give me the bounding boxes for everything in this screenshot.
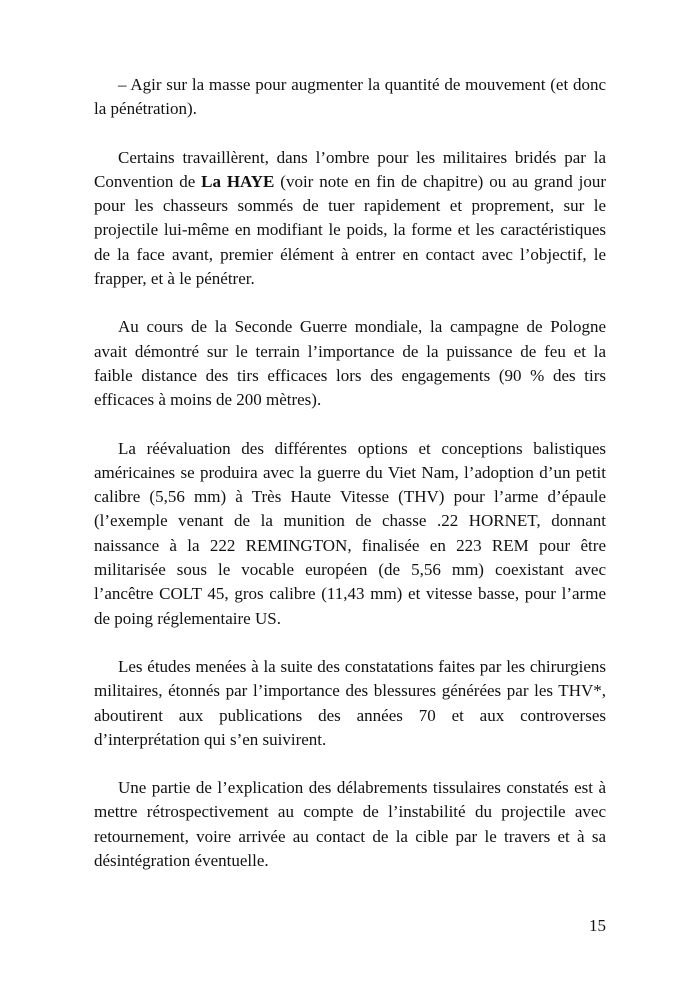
paragraph-5: Les études menées à la suite des constatations faites par les chirurgiens militaires, étonnés par l’importance des blessures générées par les THV*, aboutirent aux publications des années 70 et aux controverses d’interprétation qui s’en suivirent.	[94, 656, 606, 749]
page-body	[94, 73, 606, 897]
paragraph-1: – Agir sur la masse pour augmenter la quantité de mouvement (et donc la pénétration).	[94, 75, 606, 119]
paragraph-6: Une partie de l’explication des délabrements tissulaires constatés est à mettre rétrospectivement au compte de l’instabilité du projectile avec retournement, voire arrivée au contact de la cible par le travers et à sa désintégration éventuelle.	[94, 778, 606, 871]
paragraph-3: Au cours de la Seconde Guerre mondiale, la campagne de Pologne avait démontré sur le terrain l’importance de la puissance de feu et la faible distance des tirs efficaces lors des engagements (90 % des tirs efficaces à moins de 200 mètres).	[94, 317, 606, 410]
la-haye-emphasis: La HAYE	[201, 171, 275, 191]
page-number: 15	[589, 916, 606, 935]
paragraph-4: La réévaluation des différentes options et conceptions balistiques américaines se produira avec la guerre du Viet Nam, l’adoption d’un petit calibre (5,56 mm) à Très Haute Vitesse (THV) pour l’arme d’épaule (l’exemple venant de la munition de chasse .22 HORNET, donnant naissance à la 222 REMINGTON, finalisée en 223 REM pour être militarisée sous le vocable européen (de 5,56 mm) coexistant avec l’ancêtre COLT 45, gros calibre (11,43 mm) et vitesse basse, pour l’arme de poing réglementaire US.	[94, 438, 606, 628]
paragraph-2-start: Certains travaillèrent, dans l’ombre pour les militaires bridés par la Convention de	[94, 147, 606, 191]
paragraph-2-end: (voir note en fin de chapitre) ou au grand jour pour les chasseurs sommés de tuer rapidement et proprement, sur le projectile lui-même en modifiant le poids, la forme et les caractéristiques de la face avant, premier élément à entrer en contact avec l’objectif, le frapper, et à le pénétrer.	[94, 171, 606, 289]
paragraph-2	[94, 146, 606, 292]
